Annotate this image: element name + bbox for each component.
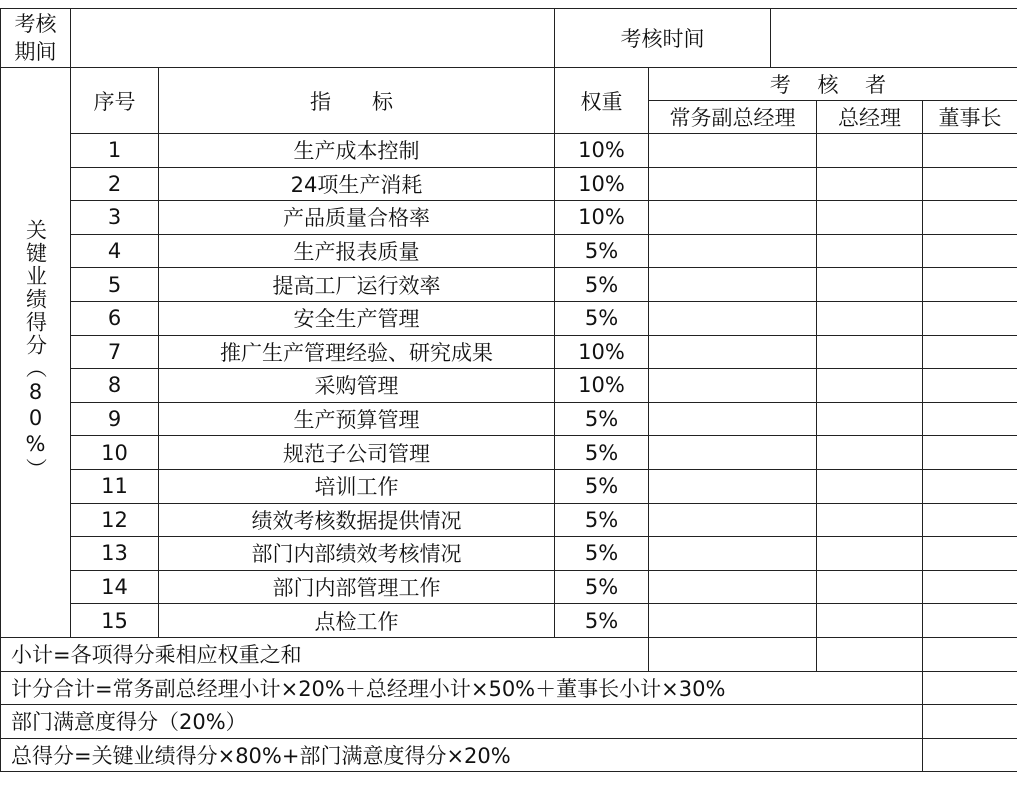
table-row xyxy=(1,503,1017,537)
weight-cell: 5% xyxy=(555,234,649,268)
score-gm-cell[interactable] xyxy=(817,503,923,537)
score-chairman-cell[interactable] xyxy=(923,167,1017,201)
score-vice-gm-cell[interactable] xyxy=(649,167,817,201)
score-gm-cell[interactable] xyxy=(817,369,923,403)
indicator-header: 指 标 xyxy=(159,68,555,134)
indicator-cell: 部门内部绩效考核情况 xyxy=(159,537,555,571)
indicator-cell: 培训工作 xyxy=(159,469,555,503)
weight-cell: 5% xyxy=(555,301,649,335)
weight-cell: 5% xyxy=(555,604,649,638)
subtotal-vice-gm-cell[interactable] xyxy=(649,637,817,671)
weight-cell: 10% xyxy=(555,167,649,201)
weight-cell: 10% xyxy=(555,134,649,168)
table-row xyxy=(1,268,1017,302)
indicator-cell: 安全生产管理 xyxy=(159,301,555,335)
score-vice-gm-cell[interactable] xyxy=(649,604,817,638)
reviewer-header-gm: 总经理 xyxy=(817,101,923,134)
weight-cell: 5% xyxy=(555,570,649,604)
seq-header: 序号 xyxy=(71,68,159,134)
period-label-cell xyxy=(1,9,71,68)
dept-satisfaction-row xyxy=(1,705,1017,739)
seq-cell: 1 xyxy=(71,134,159,168)
score-chairman-cell[interactable] xyxy=(923,604,1017,638)
subtotal-label: 小计=各项得分乘相应权重之和 xyxy=(1,637,649,671)
score-gm-cell[interactable] xyxy=(817,469,923,503)
score-gm-cell[interactable] xyxy=(817,268,923,302)
reviewer-header-vice-gm: 常务副总经理 xyxy=(649,101,817,134)
table-row xyxy=(1,604,1017,638)
seq-cell: 12 xyxy=(71,503,159,537)
score-vice-gm-cell[interactable] xyxy=(649,369,817,403)
subtotal-chairman-cell[interactable] xyxy=(923,637,1017,671)
score-chairman-cell[interactable] xyxy=(923,537,1017,571)
weight-cell: 5% xyxy=(555,537,649,571)
score-gm-cell[interactable] xyxy=(817,201,923,235)
table-row xyxy=(1,436,1017,470)
subtotal-row xyxy=(1,637,1017,671)
score-gm-cell[interactable] xyxy=(817,604,923,638)
seq-cell: 6 xyxy=(71,301,159,335)
weight-cell: 5% xyxy=(555,268,649,302)
score-chairman-cell[interactable] xyxy=(923,201,1017,235)
seq-cell: 14 xyxy=(71,570,159,604)
weight-cell: 5% xyxy=(555,469,649,503)
header-row xyxy=(1,9,1017,68)
score-gm-cell[interactable] xyxy=(817,335,923,369)
score-vice-gm-cell[interactable] xyxy=(649,402,817,436)
indicator-cell: 绩效考核数据提供情况 xyxy=(159,503,555,537)
grand-total-row xyxy=(1,738,1017,772)
weight-cell: 10% xyxy=(555,335,649,369)
score-vice-gm-cell[interactable] xyxy=(649,537,817,571)
assessment-table xyxy=(0,8,1017,772)
table-row xyxy=(1,134,1017,168)
weight-cell: 10% xyxy=(555,201,649,235)
score-gm-cell[interactable] xyxy=(817,234,923,268)
grand-total-value-cell[interactable] xyxy=(923,738,1017,772)
score-chairman-cell[interactable] xyxy=(923,234,1017,268)
weight-cell: 5% xyxy=(555,402,649,436)
score-vice-gm-cell[interactable] xyxy=(649,301,817,335)
score-gm-cell[interactable] xyxy=(817,301,923,335)
seq-cell: 9 xyxy=(71,402,159,436)
score-chairman-cell[interactable] xyxy=(923,134,1017,168)
indicator-cell: 生产预算管理 xyxy=(159,402,555,436)
dept-satisfaction-value-cell[interactable] xyxy=(923,705,1017,739)
weight-cell: 5% xyxy=(555,436,649,470)
score-vice-gm-cell[interactable] xyxy=(649,134,817,168)
score-chairman-cell[interactable] xyxy=(923,335,1017,369)
table-row xyxy=(1,301,1017,335)
table-row xyxy=(1,201,1017,235)
seq-cell: 5 xyxy=(71,268,159,302)
column-header-row xyxy=(1,68,1017,101)
table-row xyxy=(1,234,1017,268)
score-vice-gm-cell[interactable] xyxy=(649,335,817,369)
indicator-cell: 规范子公司管理 xyxy=(159,436,555,470)
table-row xyxy=(1,570,1017,604)
table-row xyxy=(1,469,1017,503)
indicator-cell: 生产报表质量 xyxy=(159,234,555,268)
score-vice-gm-cell[interactable] xyxy=(649,503,817,537)
score-vice-gm-cell[interactable] xyxy=(649,570,817,604)
seq-cell: 8 xyxy=(71,369,159,403)
total-calc-label: 计分合计=常务副总经理小计×20%＋总经理小计×50%＋董事长小计×30% xyxy=(1,671,923,705)
reviewer-header-chairman: 董事长 xyxy=(923,101,1017,134)
grand-total-label: 总得分=关键业绩得分×80%+部门满意度得分×20% xyxy=(1,738,923,772)
seq-cell: 10 xyxy=(71,436,159,470)
indicator-cell: 提高工厂运行效率 xyxy=(159,268,555,302)
table-row xyxy=(1,402,1017,436)
dept-satisfaction-label: 部门满意度得分（20%） xyxy=(1,705,923,739)
indicator-cell: 24项生产消耗 xyxy=(159,167,555,201)
seq-cell: 4 xyxy=(71,234,159,268)
score-vice-gm-cell[interactable] xyxy=(649,234,817,268)
seq-cell: 7 xyxy=(71,335,159,369)
score-vice-gm-cell[interactable] xyxy=(649,469,817,503)
key-performance-section-label xyxy=(1,68,71,638)
time-value-cell[interactable] xyxy=(771,9,1017,68)
score-chairman-cell[interactable] xyxy=(923,503,1017,537)
section-label-text: 关键业绩得分（80%） xyxy=(23,218,48,481)
total-calc-value-cell[interactable] xyxy=(923,671,1017,705)
time-label-cell: 考核时间 xyxy=(555,9,771,68)
period-label-line2: 期间 xyxy=(14,40,57,64)
subtotal-gm-cell[interactable] xyxy=(817,637,923,671)
reviewers-group-header: 考 核 者 xyxy=(649,68,1017,101)
period-label-line1: 考核 xyxy=(14,12,57,36)
weight-header: 权重 xyxy=(555,68,649,134)
indicator-cell: 生产成本控制 xyxy=(159,134,555,168)
score-gm-cell[interactable] xyxy=(817,537,923,571)
indicator-cell: 点检工作 xyxy=(159,604,555,638)
score-chairman-cell[interactable] xyxy=(923,469,1017,503)
score-chairman-cell[interactable] xyxy=(923,369,1017,403)
indicator-cell: 采购管理 xyxy=(159,369,555,403)
score-gm-cell[interactable] xyxy=(817,402,923,436)
score-vice-gm-cell[interactable] xyxy=(649,436,817,470)
score-vice-gm-cell[interactable] xyxy=(649,268,817,302)
score-chairman-cell[interactable] xyxy=(923,402,1017,436)
period-value-cell[interactable] xyxy=(71,9,555,68)
score-gm-cell[interactable] xyxy=(817,436,923,470)
indicator-cell: 产品质量合格率 xyxy=(159,201,555,235)
score-gm-cell[interactable] xyxy=(817,570,923,604)
score-vice-gm-cell[interactable] xyxy=(649,201,817,235)
table-row xyxy=(1,335,1017,369)
seq-cell: 11 xyxy=(71,469,159,503)
weight-cell: 5% xyxy=(555,503,649,537)
seq-cell: 3 xyxy=(71,201,159,235)
weight-cell: 10% xyxy=(555,369,649,403)
total-calc-row xyxy=(1,671,1017,705)
indicator-cell: 部门内部管理工作 xyxy=(159,570,555,604)
score-chairman-cell[interactable] xyxy=(923,301,1017,335)
score-chairman-cell[interactable] xyxy=(923,268,1017,302)
score-chairman-cell[interactable] xyxy=(923,570,1017,604)
table-row xyxy=(1,369,1017,403)
seq-cell: 2 xyxy=(71,167,159,201)
score-chairman-cell[interactable] xyxy=(923,436,1017,470)
seq-cell: 15 xyxy=(71,604,159,638)
table-row xyxy=(1,167,1017,201)
indicator-cell: 推广生产管理经验、研究成果 xyxy=(159,335,555,369)
seq-cell: 13 xyxy=(71,537,159,571)
score-gm-cell[interactable] xyxy=(817,134,923,168)
score-gm-cell[interactable] xyxy=(817,167,923,201)
table-row xyxy=(1,537,1017,571)
